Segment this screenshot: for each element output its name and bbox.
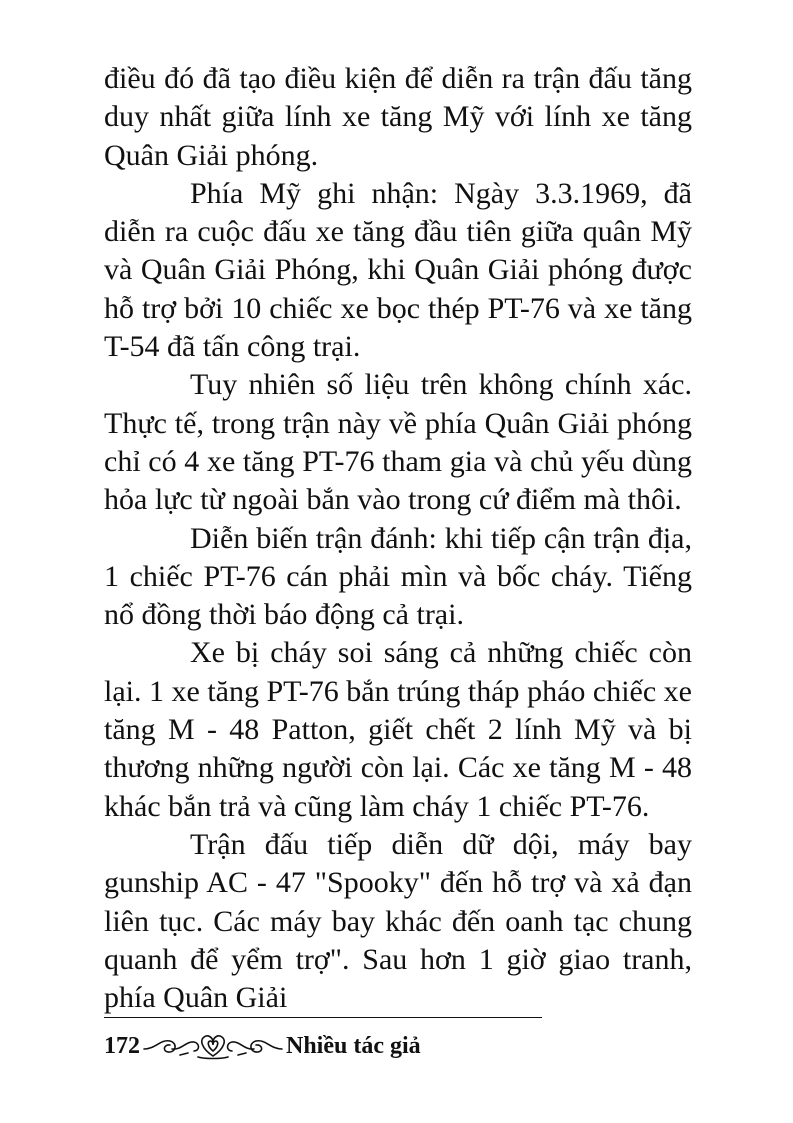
paragraph-2: Phía Mỹ ghi nhận: Ngày 3.3.1969, đã diễn ra cuộc đấu xe tăng đầu tiên giữa quân Mỹ và Quân Giải Phóng, khi Quân Giải phóng được hỗ trợ bởi 10 chiếc xe bọc thép PT-76 và xe tăng T-54 đã tấn công trại. — [104, 176, 692, 364]
paragraph-6: Trận đấu tiếp diễn dữ dội, máy bay gunship AC - 47 "Spooky" đến hỗ trợ và xả đạn liên tục. Các máy bay khác đến oanh tạc chung quanh để yểm trợ". Sau hơn 1 giờ giao tranh, phía Quân Giải — [104, 827, 692, 1015]
paragraph-3: Tuy nhiên số liệu trên không chính xác. Thực tế, trong trận này về phía Quân Giải phóng chỉ có 4 xe tăng PT-76 tham gia và chủ yếu dùng hỏa lực từ ngoài bắn vào trong cứ điểm mà thôi. — [104, 368, 692, 517]
book-title: Nhiều tác giả — [286, 1032, 421, 1059]
paragraph-1: điều đó đã tạo điều kiện để diễn ra trận đấu tăng duy nhất giữa lính xe tăng Mỹ với lính xe tăng Quân Giải phóng. — [104, 62, 692, 172]
paragraph-5: Xe bị cháy soi sáng cả những chiếc còn lại. 1 xe tăng PT-76 bắn trúng tháp pháo chiếc xe tăng M - 48 Patton, giết chết 2 lính Mỹ và bị thương những người còn lại. Các xe tăng M - 48 khác bắn trả và cũng làm cháy 1 chiếc PT-76. — [104, 636, 692, 823]
decorative-flourish-icon — [142, 1029, 284, 1063]
page-number: 172 — [104, 1032, 140, 1059]
page-footer — [104, 1026, 421, 1066]
paragraph-4: Diễn biến trận đánh: khi tiếp cận trận địa, 1 chiếc PT-76 cán phải mìn và bốc cháy. Tiếng nổ đồng thời báo động cả trại. — [104, 521, 692, 632]
footer-divider — [104, 1017, 542, 1018]
body-text — [104, 60, 692, 1017]
